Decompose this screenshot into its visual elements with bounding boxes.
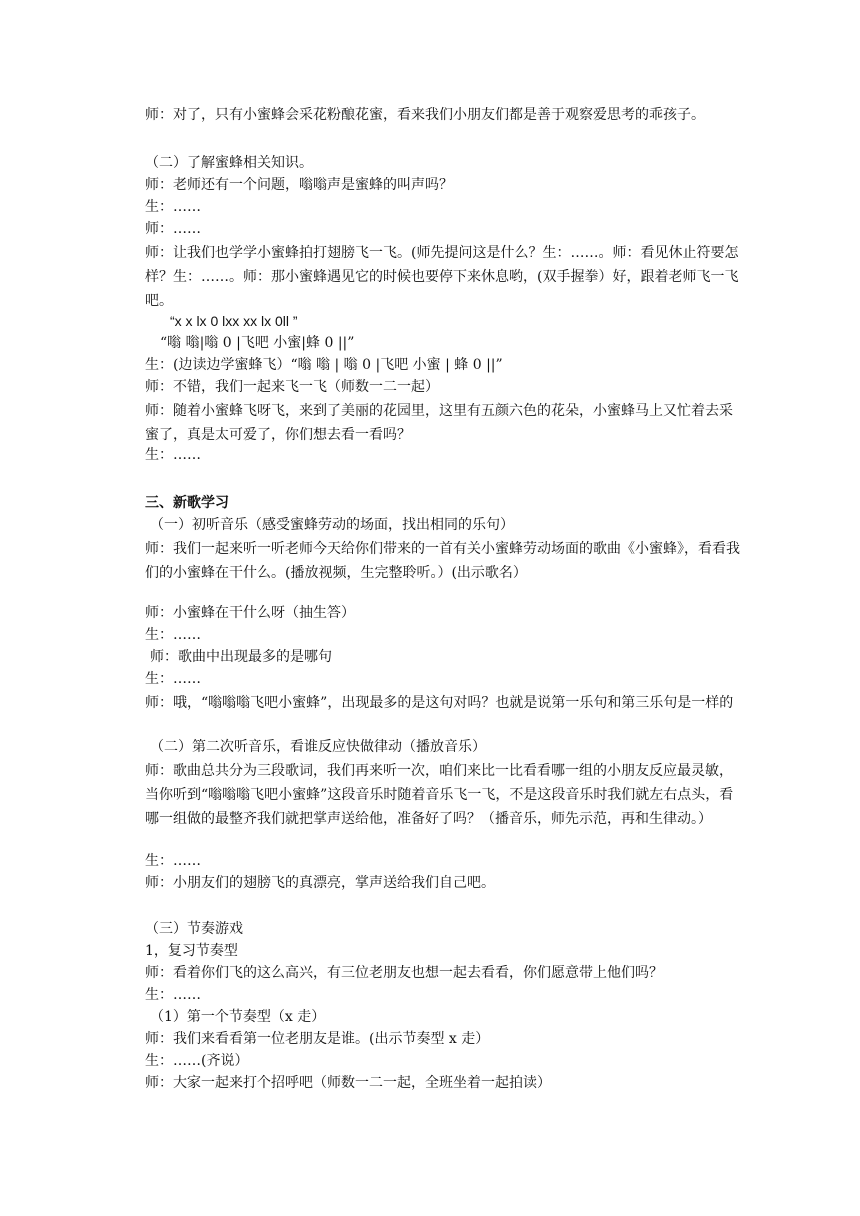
paragraph-teacher-question: 师：老师还有一个问题，嗡嗡声是蜜蜂的叫声吗？ xyxy=(145,177,453,193)
paragraph-student-reply-4: 生：…… xyxy=(145,671,201,687)
paragraph-teacher-movement: 师：歌曲总共分为三段歌词，我们再来听一次，咱们来比一比看看哪一组的小朋友反应最灵敏，当你听到“嗡嗡嗡飞吧小蜜蜂”这段音乐时随着音乐飞一飞，不是这段音乐时我们就左右点头，看哪一组做的最整齐我们就把掌声送给他，准备好了吗？（播音乐，师先示范，再和生律动。） xyxy=(145,763,734,827)
subsection-first-rhythm: （1）第一个节奏型（x 走） xyxy=(150,1009,326,1025)
paragraph-teacher-praise: 师：对了，只有小蜜蜂会采花粉酿花蜜，看来我们小朋友们都是善于观察爱思考的乖孩子。 xyxy=(145,107,705,123)
paragraph-teacher-phrase: 师：哦，“嗡嗡嗡飞吧小蜜蜂”，出现最多的是这句对吗？也就是说第一乐句和第三乐句是一样的 xyxy=(145,695,734,711)
paragraph-student-reply-5: 生：…… xyxy=(145,853,201,869)
rhythm-lyrics: “嗡 嗡|嗡 0 |飞吧 小蜜|蜂 0 ||” xyxy=(160,335,355,351)
paragraph-student-say: 生：……(齐说） xyxy=(145,1053,249,1069)
paragraph-teacher-old-friends: 师：看着你们飞的这么高兴，有三位老朋友也想一起去看看，你们愿意带上他们吗？ xyxy=(145,965,663,981)
subsection-second-listen: （二）第二次听音乐，看谁反应快做律动（播放音乐） xyxy=(150,739,486,755)
paragraph-teacher-first-friend: 师：我们来看看第一位老朋友是谁。(出示节奏型 x 走） xyxy=(145,1031,490,1047)
paragraph-teacher-applause: 师：小朋友们的翅膀飞的真漂亮，掌声送给我们自己吧。 xyxy=(145,875,495,891)
subsection-first-listen: （一）初听音乐（感受蜜蜂劳动的场面，找出相同的乐句） xyxy=(150,517,514,533)
subsection-review-rhythm: 1，复习节奏型 xyxy=(145,943,238,959)
paragraph-student-reply-3: 生：…… xyxy=(145,627,201,643)
paragraph-teacher-most-frequent: 师：歌曲中出现最多的是哪句 xyxy=(150,649,332,665)
paragraph-teacher-together: 师：不错，我们一起来飞一飞（师数一二一起） xyxy=(145,379,439,395)
paragraph-student-reply-2: 生：…… xyxy=(145,447,201,463)
paragraph-teacher-song-intro: 师：我们一起来听一听老师今天给你们带来的一首有关小蜜蜂劳动场面的歌曲《小蜜蜂》，看看我们的小蜜蜂在干什么。(播放视频，生完整聆听。）(出示歌名） xyxy=(145,541,740,581)
paragraph-teacher-flying: 师：让我们也学学小蜜蜂拍打翅膀飞一飞。(师先提问这是什么？生：……。师：看见休止符要怎样？生：……。师：那小蜜蜂遇见它的时候也要停下来休息哟，(双手握拳）好，跟着老师飞一飞吧。 xyxy=(145,245,739,309)
paragraph-teacher-ask: 师：小蜜蜂在干什么呀（抽生答） xyxy=(145,605,355,621)
subsection-rhythm-game: （三）节奏游戏 xyxy=(145,921,243,937)
paragraph-student-reading: 生：(边读边学蜜蜂飞）“嗡 嗡 | 嗡 0 |飞吧 小蜜 | 蜂 0 ||” xyxy=(145,357,503,373)
section-heading-bee-knowledge: （二）了解蜜蜂相关知识。 xyxy=(145,155,313,171)
paragraph-teacher-greet: 师：大家一起来打个招呼吧（师数一二一起，全班坐着一起拍读） xyxy=(145,1075,551,1091)
paragraph-teacher-reply: 师：…… xyxy=(145,221,201,237)
paragraph-student-reply-6: 生：…… xyxy=(145,987,201,1003)
section-heading-new-song: 三、新歌学习 xyxy=(145,495,229,511)
paragraph-student-reply: 生：…… xyxy=(145,199,201,215)
rhythm-notation: “x x lx 0 lxx xx lx 0ll ” xyxy=(170,313,298,329)
paragraph-teacher-garden: 师：随着小蜜蜂飞呀飞，来到了美丽的花园里，这里有五颜六色的花朵，小蜜蜂马上又忙着去采蜜了，真是太可爱了，你们想去看一看吗？ xyxy=(145,403,733,443)
